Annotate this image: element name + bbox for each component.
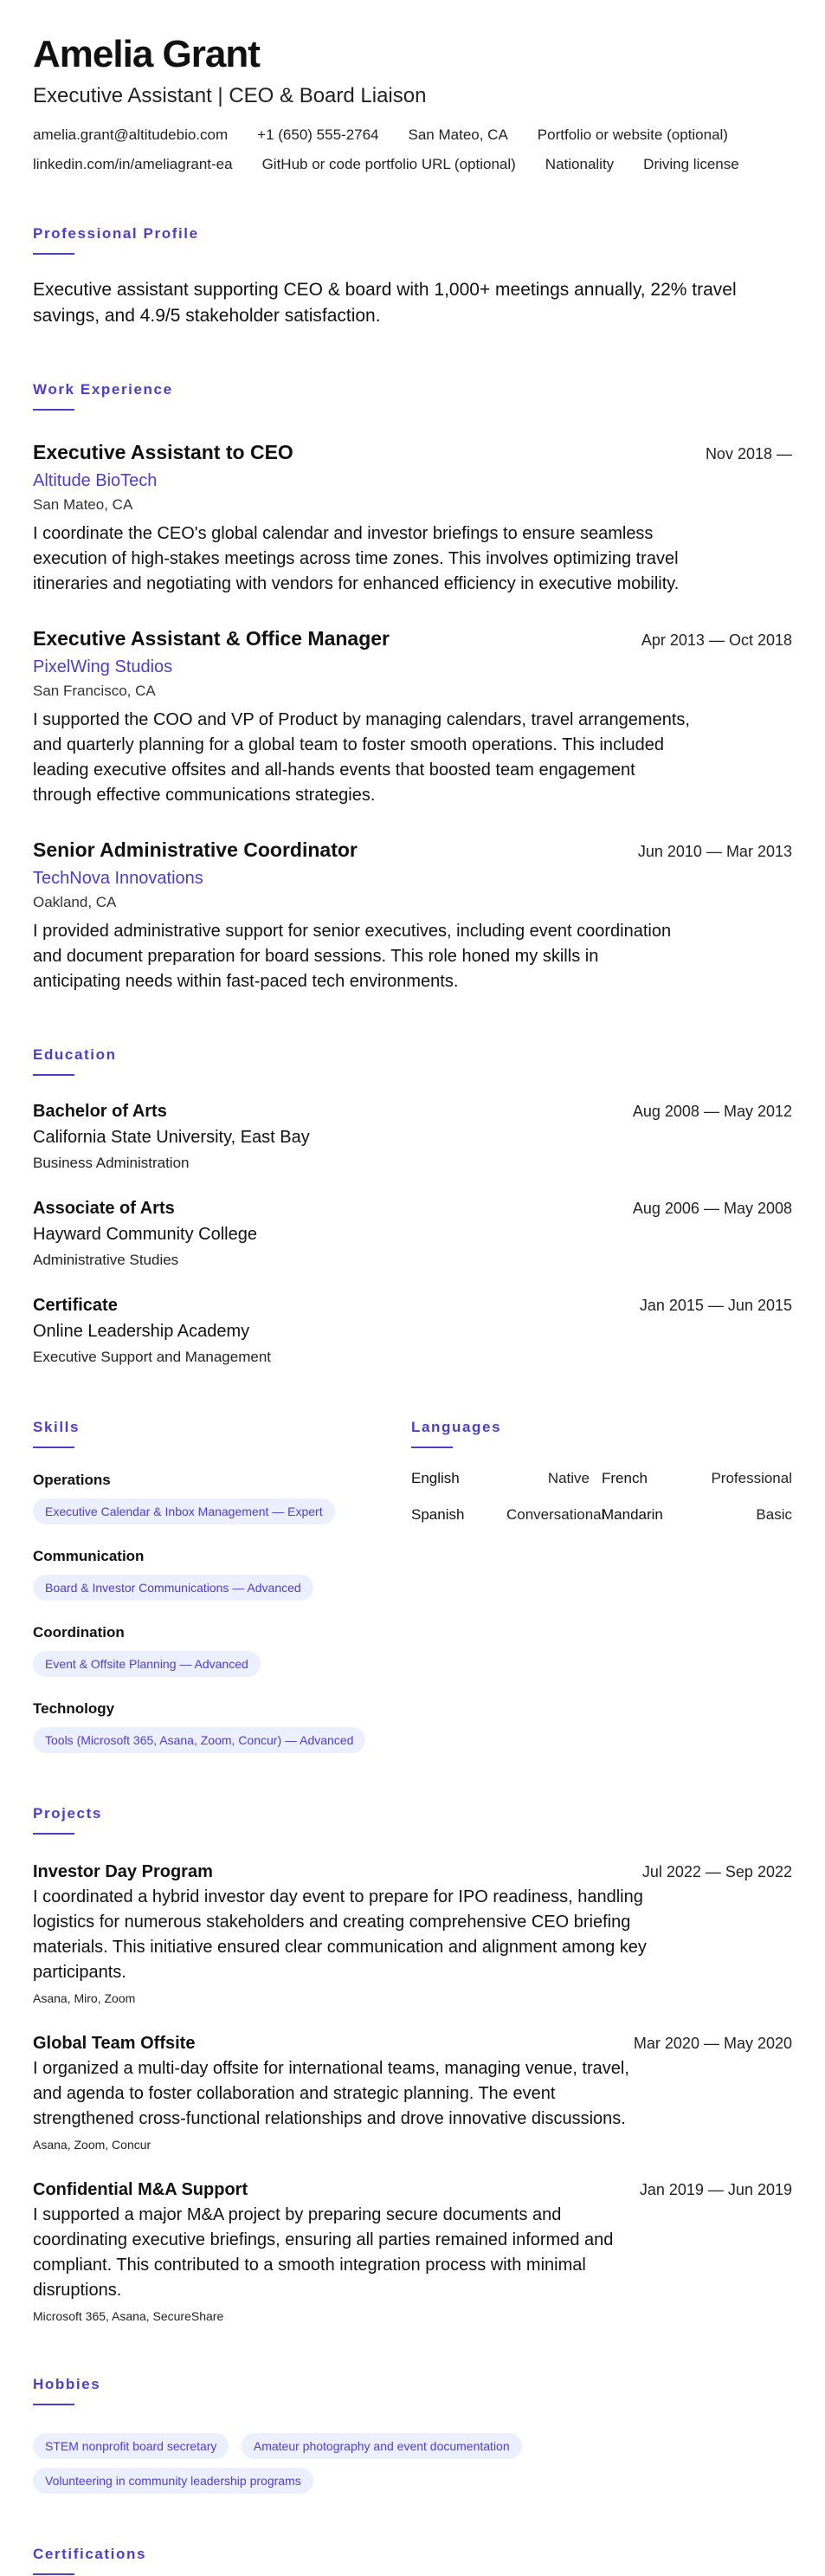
skill-group (33, 1547, 411, 1601)
section-divider (33, 2573, 74, 2575)
contact-driving-license: Driving license (643, 156, 739, 172)
project-dates: Mar 2020 — May 2020 (633, 2035, 792, 2052)
section-title-skills: Skills (33, 1419, 81, 1435)
skills-section (33, 1419, 411, 1753)
language-name: French (602, 1470, 648, 1486)
profile-summary: Executive assistant supporting CEO & board with 1,000+ meetings annually, 22% travel savings, and 4.9/5 stakeholder satisfaction. (33, 280, 737, 326)
contact-list (33, 126, 792, 173)
language-level: Basic (756, 1506, 792, 1523)
job-company: TechNova Innovations (33, 869, 203, 888)
project-tools: Microsoft 365, Asana, SecureShare (33, 2309, 224, 2323)
job-location: San Francisco, CA (33, 683, 156, 699)
job-entry (33, 626, 792, 808)
skill-category: Operations (33, 1472, 111, 1488)
section-divider (33, 1074, 74, 1076)
education-degree: Associate of Arts (33, 1199, 175, 1218)
hobbies-section (33, 2376, 792, 2494)
skill-category: Coordination (33, 1624, 125, 1641)
job-title: Senior Administrative Coordinator (33, 838, 358, 861)
skill-group (33, 1699, 411, 1753)
section-title-languages: Languages (411, 1419, 502, 1435)
education-school: California State University, East Bay (33, 1128, 310, 1147)
section-divider (33, 253, 74, 255)
certifications-section (33, 2546, 792, 2575)
education-entry (33, 1294, 792, 1367)
section-title-experience: Work Experience (33, 381, 173, 398)
project-dates: Jul 2022 — Sep 2022 (641, 1863, 792, 1880)
contact-github[interactable]: GitHub or code portfolio URL (optional) (261, 156, 516, 172)
profile-section (33, 225, 792, 329)
language-name: Spanish (411, 1506, 465, 1523)
project-description: I supported a major M&A project by preparing secure documents and coordinating executive briefings, ensuring all parties remained informed and compliant. This contributed to a smooth integration process with minimal disruptions. (33, 2205, 614, 2300)
section-title-projects: Projects (33, 1805, 102, 1822)
education-dates: Aug 2006 — May 2008 (632, 1200, 792, 1217)
job-description: I provided administrative support for senior executives, including event coordination and document preparation for board sessions. This role honed my skills in anticipating needs within fast-paced tech environments. (33, 922, 672, 991)
job-description: I coordinate the CEO's global calendar and investor briefings to ensure seamless execution of high-stakes meetings across time zones. This involves optimizing travel itineraries and negotiating with vendors for enhanced efficiency in executive mobility. (33, 524, 680, 593)
language-name: English (411, 1470, 460, 1486)
skill-group (33, 1471, 411, 1524)
hobby-list (33, 2424, 630, 2494)
project-entry (33, 1861, 792, 2006)
education-school: Hayward Community College (33, 1225, 257, 1244)
skill-category: Technology (33, 1700, 115, 1717)
project-dates: Jan 2019 — Jun 2019 (639, 2181, 792, 2198)
project-description: I organized a multi-day offsite for international teams, managing venue, travel, and agenda to foster collaboration and strategic planning. The event strengthened cross-functional relationships and drove innovative discussions. (33, 2059, 629, 2128)
job-company: PixelWing Studios (33, 657, 173, 676)
contact-location: San Mateo, CA (408, 126, 508, 143)
education-degree: Certificate (33, 1296, 118, 1315)
experience-section (33, 381, 792, 994)
contact-email[interactable]: amelia.grant@altitudebio.com (33, 126, 229, 143)
job-description: I supported the COO and VP of Product by managing calendars, travel arrangements, and quarterly planning for a global team to foster smooth operations. This included leading executive offsites and all-hands events that boosted team engagement through effective communications strategies. (33, 710, 690, 805)
education-field: Executive Support and Management (33, 1349, 272, 1365)
education-dates: Jan 2015 — Jun 2015 (639, 1297, 792, 1314)
section-title-profile: Professional Profile (33, 225, 199, 242)
education-degree: Bachelor of Arts (33, 1102, 167, 1121)
language-name: Mandarin (602, 1506, 663, 1523)
section-divider (33, 409, 74, 411)
skill-chip: Tools (Microsoft 365, Asana, Zoom, Concur) — Advanced (33, 1727, 365, 1753)
languages-section (411, 1419, 792, 1753)
candidate-name: Amelia Grant (33, 33, 260, 75)
skill-chip: Event & Offsite Planning — Advanced (33, 1651, 261, 1677)
education-section (33, 1046, 792, 1367)
job-dates: Apr 2013 — Oct 2018 (641, 631, 792, 649)
project-title: Global Team Offsite (33, 2034, 196, 2053)
resume-header (33, 31, 792, 173)
section-divider (411, 1447, 453, 1448)
section-title-hobbies: Hobbies (33, 2376, 101, 2392)
job-title: Executive Assistant & Office Manager (33, 627, 390, 650)
language-list (411, 1469, 792, 1524)
skill-category: Communication (33, 1548, 145, 1564)
project-title: Investor Day Program (33, 1862, 213, 1881)
education-school: Online Leadership Academy (33, 1322, 250, 1341)
job-company: Altitude BioTech (33, 471, 158, 490)
job-title: Executive Assistant to CEO (33, 441, 293, 463)
candidate-headline: Executive Assistant | CEO & Board Liaison (33, 84, 427, 107)
section-title-education: Education (33, 1046, 117, 1063)
project-entry (33, 2178, 792, 2324)
hobby-chip: Volunteering in community leadership programs (33, 2468, 313, 2494)
language-level: Professional (711, 1470, 792, 1486)
language-level: Native (547, 1470, 590, 1486)
project-description: I coordinated a hybrid investor day event to prepare for IPO readiness, handling logistics for numerous stakeholders and creating comprehensive CEO briefing materials. This initiative ensured clear communication and alignment among key participants. (33, 1887, 647, 1982)
section-divider (33, 1447, 74, 1448)
project-tools: Asana, Miro, Zoom (33, 1991, 136, 2005)
skills-languages-row (33, 1419, 792, 1753)
contact-portfolio[interactable]: Portfolio or website (optional) (537, 126, 728, 143)
education-field: Business Administration (33, 1155, 190, 1171)
job-dates: Jun 2010 — Mar 2013 (637, 843, 792, 860)
skill-chip: Board & Investor Communications — Advanced (33, 1575, 313, 1601)
job-location: Oakland, CA (33, 894, 117, 910)
education-dates: Aug 2008 — May 2012 (632, 1103, 792, 1120)
job-location: San Mateo, CA (33, 496, 133, 513)
language-level: Conversational (506, 1506, 605, 1523)
contact-nationality: Nationality (545, 156, 615, 172)
project-title: Confidential M&A Support (33, 2180, 248, 2199)
skill-group (33, 1623, 411, 1677)
education-entry (33, 1100, 792, 1173)
section-divider (33, 2404, 74, 2405)
section-title-certifications: Certifications (33, 2546, 147, 2562)
hobby-chip: STEM nonprofit board secretary (33, 2433, 229, 2459)
project-entry (33, 2032, 792, 2152)
project-tools: Asana, Zoom, Concur (33, 2138, 151, 2152)
projects-section (33, 1805, 792, 2324)
section-divider (33, 1833, 74, 1835)
education-entry (33, 1197, 792, 1270)
contact-linkedin[interactable]: linkedin.com/in/ameliagrant-ea (33, 156, 233, 172)
skill-chip: Executive Calendar & Inbox Management — Expert (33, 1498, 335, 1524)
education-field: Administrative Studies (33, 1252, 179, 1268)
job-entry (33, 838, 792, 994)
job-entry (33, 440, 792, 597)
contact-phone[interactable]: +1 (650) 555-2764 (257, 126, 379, 143)
hobby-chip: Amateur photography and event documentation (242, 2433, 522, 2459)
job-dates: Nov 2018 — (705, 445, 792, 463)
